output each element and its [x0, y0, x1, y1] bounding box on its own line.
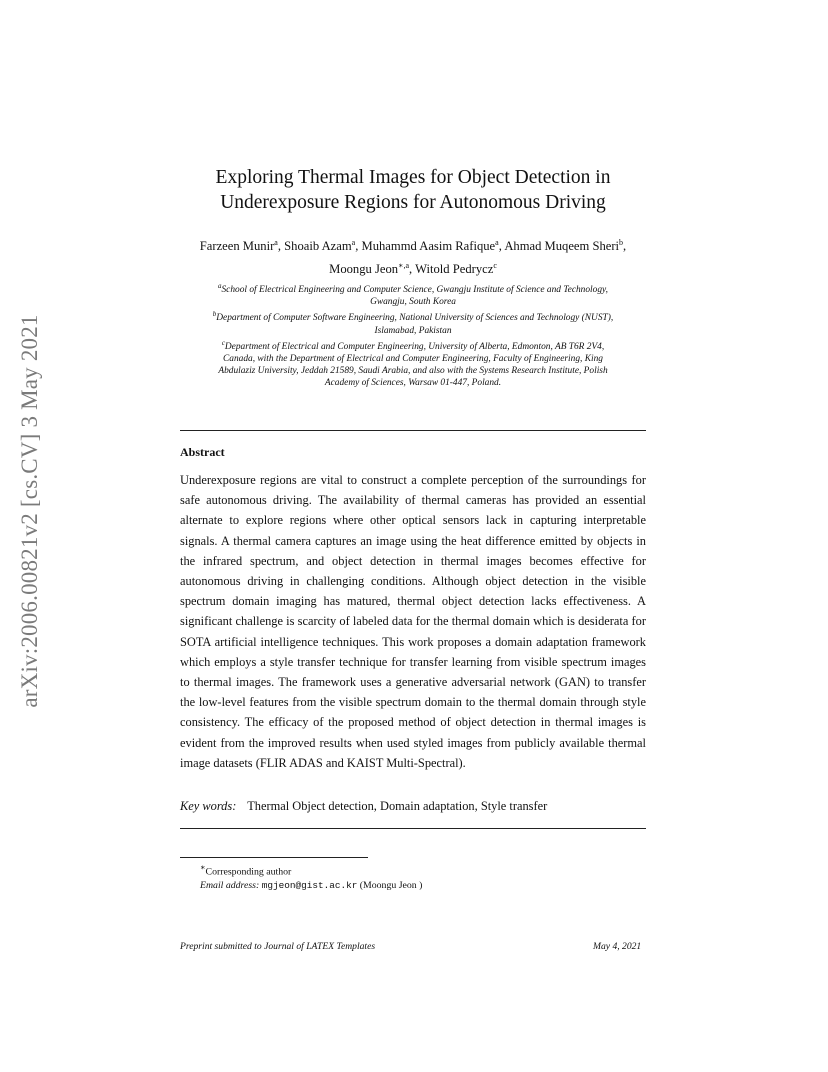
paper-title — [180, 165, 646, 215]
email-label: Email address: — [200, 880, 260, 892]
affiliation-a: $^a$School of Electrical Engineering and Computer Science, Gwangju Institute of Science and Technology, Gwangju, South Korea — [217, 282, 609, 308]
abstract-bottom-rule — [180, 828, 646, 829]
abstract-top-rule — [180, 430, 646, 431]
author-list — [172, 233, 654, 279]
preprint-date: May 4, 2021 — [593, 941, 642, 952]
author: Ahmad Muqeem Sheri$^b$, — [504, 238, 627, 254]
affiliation-b: $^b$Department of Computer Software Engineering, National University of Sciences and Technology (NUST), Islamabad, Pakistan — [212, 310, 614, 336]
preprint-note: Preprint submitted to Journal of LATEX Templates — [180, 941, 376, 952]
affiliation-c: $^c$Department of Electrical and Computer Engineering, University of Alberta, Edmonton, AB T6R 2V4, Canada, with the Department of Electrical and Computer Engineering, Faculty of Engineering, King Abdulaziz University, Jeddah 21589, Saudi Arabia, and also with the Systems Research Institute, Polish Academy of Sciences, Warsaw 01-447, Poland. — [218, 338, 608, 389]
author: Shoaib Azam$^a$, — [284, 238, 362, 254]
keywords — [180, 799, 547, 814]
title-line-1: Exploring Thermal Images for Object Detection in — [215, 167, 611, 188]
arxiv-side-stamp — [10, 286, 50, 736]
abstract-heading: Abstract — [180, 445, 225, 459]
author: Farzeen Munir$^a$, — [199, 238, 285, 254]
email-owner: (Moongu Jeon ) — [359, 880, 423, 892]
author: Witold Pedrycz$^c$ — [415, 261, 497, 277]
abstract-text: Underexposure regions are vital to construct a complete perception of the surroundings for safe autonomous driving. The availability of thermal cameras has provided an essential alternate to explore regions where other optical sensors lack in capturing interpretable signals. A thermal camera captures an image using the heat difference emitted by objects in the infrared spectrum, and object detection in thermal images becomes effective for autonomous driving in challenging conditions. Although object detection in the visible spectrum domain imaging has matured, thermal object detection lacks effectiveness. A significant challenge is scarcity of labeled data for the thermal domain which is desiderata for SOTA artificial intelligence techniques. This work proposes a domain adaptation framework which employs a style transfer technique for transfer learning from visible spectrum images to thermal images. The framework uses a generative adversarial network (GAN) to transfer the low-level features from the visible spectrum domain to the thermal domain through style consistency. The efficacy of the proposed method of object detection in thermal images is evident from the improved results when used styled images from publicly available thermal image datasets (FLIR ADAS and KAIST Multi-Spectral). — [180, 473, 646, 770]
keywords-text: Thermal Object detection, Domain adaptation, Style transfer — [247, 799, 548, 813]
arxiv-identifier: arXiv:2006.00821v2 [cs.CV] 3 May 2021 — [17, 314, 42, 708]
email-address[interactable]: mgjeon@gist.ac.kr — [261, 880, 358, 892]
title-line-2: Underexposure Regions for Autonomous Driving — [220, 192, 606, 213]
affiliations — [180, 280, 646, 389]
footnote — [200, 861, 422, 893]
author: Muhammd Aasim Rafique$^a$, — [361, 238, 505, 254]
keywords-label: Key words: — [180, 799, 237, 813]
footnote-rule — [180, 857, 368, 858]
email-note — [200, 879, 422, 893]
author: Moongu Jeon$^{∗,a}$, — [329, 261, 416, 277]
corresponding-author-note: ∗Corresponding author — [200, 863, 292, 878]
